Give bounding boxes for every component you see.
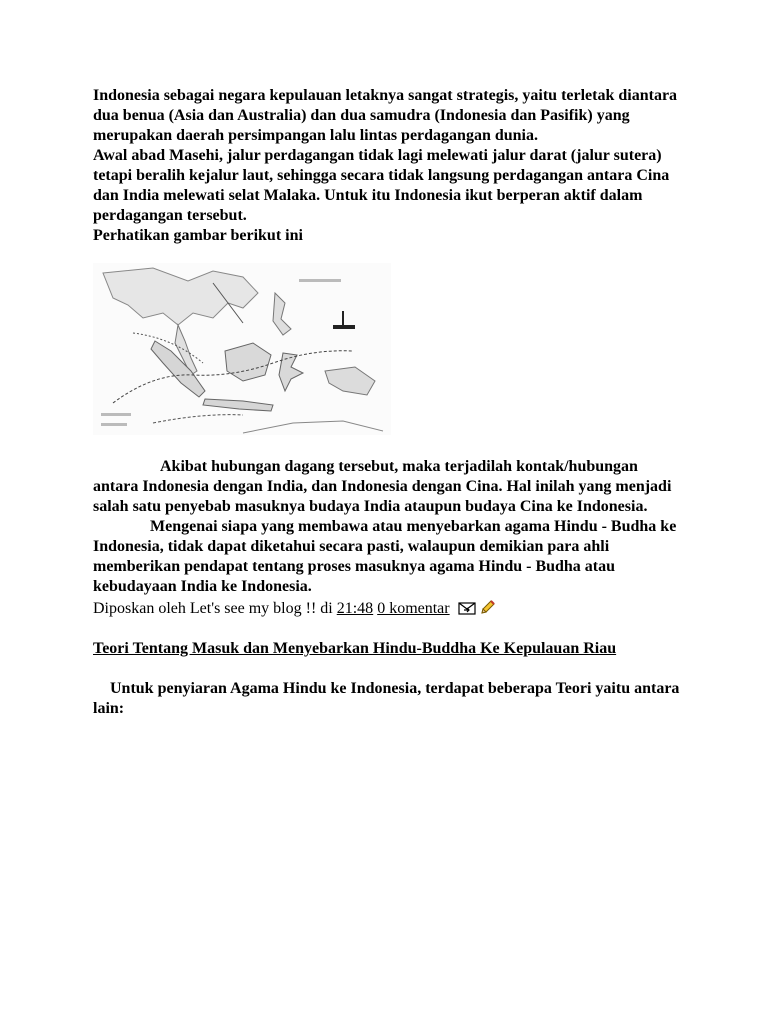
post-byline (93, 599, 683, 621)
post-time-link[interactable]: 21:48 (336, 600, 374, 617)
paragraph-spread: Mengenai siapa yang membawa atau menyebarkan agama Hindu - Budha ke Indonesia, tidak dapat diketahui secara pasti, walaupun demikian para ahli memberikan pendapat tentang proses masuknya agama Hindu - Budha atau kebudayaan India ke Indonesia. (93, 518, 677, 595)
paragraph-location: Indonesia sebagai negara kepulauan letaknya sangat strategis, yaitu terletak diantara dua benua (Asia dan Australia) dan dua samudra (Indonesia dan Pasifik) yang merupakan daerah persimpangan lalu lintas perdagangan dunia. (93, 87, 678, 144)
paragraph-trade-route: Awal abad Masehi, jalur perdagangan tidak lagi melewati jalur darat (jalur sutera) tetapi beralih kejalur laut, sehingga secara tidak langsung perdagangan antara Cina dan India melewati selat Malaka. Untuk itu Indonesia ikut berperan aktif dalam perdagangan tersebut. (93, 147, 670, 224)
edit-pencil-icon[interactable] (480, 599, 496, 615)
trade-route-map-image (93, 263, 391, 435)
byline-prefix: Diposkan oleh Let's see my blog !! di (93, 600, 333, 617)
comments-link[interactable]: 0 komentar (377, 600, 450, 617)
post-action-icons (458, 599, 496, 621)
post-content (93, 86, 683, 719)
paragraph-contact: Akibat hubungan dagang tersebut, maka terjadilah kontak/hubungan antara Indonesia dengan India, dan Indonesia dengan Cina. Hal inilah yang menjadi salah satu penyebab masuknya budaya India ataupun budaya Cina ke Indonesia. (93, 458, 672, 515)
post-title[interactable]: Teori Tentang Masuk dan Menyebarkan Hindu-Buddha Ke Kepulauan Riau (93, 640, 617, 657)
paragraph-see-image: Perhatikan gambar berikut ini (93, 227, 303, 244)
post-body: Untuk penyiaran Agama Hindu ke Indonesia, terdapat beberapa Teori yaitu antara lain: (93, 680, 680, 717)
email-post-icon[interactable] (458, 601, 476, 615)
map-illustration (93, 263, 391, 435)
